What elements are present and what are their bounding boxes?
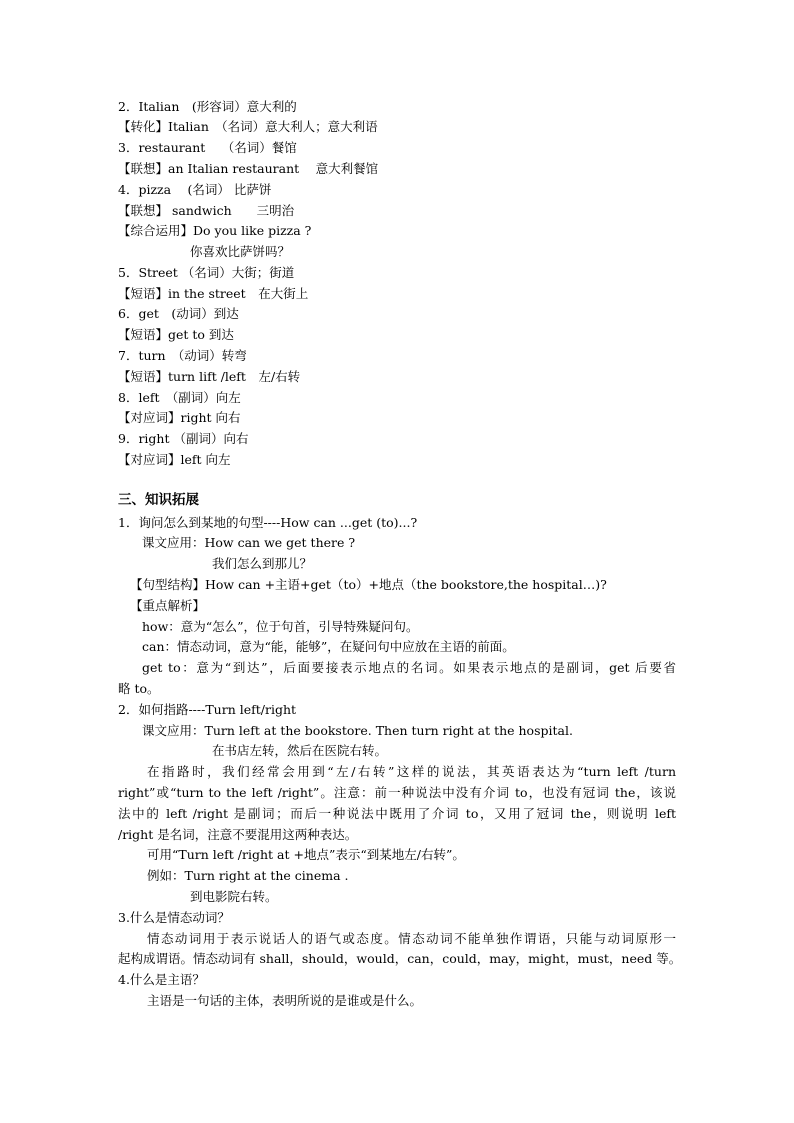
point2-example-en: 课文应用：Turn left at the bookstore. Then turn right at the hospital. xyxy=(142,723,573,738)
vocab-transform-italian: 【转化】Italian （名词）意大利人；意大利语 xyxy=(118,119,378,134)
point1-example-cn: 我们怎么到那儿？ xyxy=(212,556,313,571)
point2-example-sentence-en: 例如：Turn right at the cinema . xyxy=(147,868,349,883)
point1-how: how：意为“怎么”，位于句首，引导特殊疑问句。 xyxy=(142,619,419,634)
vocab-phrase-turn-left: 【短语】turn lift /left 左/右转 xyxy=(118,369,301,384)
vocab-item-turn: 7．turn （动词）转弯 xyxy=(118,348,247,363)
point2-para-line1: 在指路时，我们经常会用到“左/右转”这样的说法，其英语表达为“turn left /turn xyxy=(147,764,676,779)
point1-structure: 【句型结构】How can +主语+get（to）+地点（the bookstore,the hospital…)? xyxy=(130,577,607,592)
vocab-item-italian-adj: 2．Italian (形容词）意大利的 xyxy=(118,99,297,114)
vocab-item-left: 8．left （副词）向左 xyxy=(118,390,241,405)
point1-title: 1．询问怎么到某地的句型----How can ...get (to)...? xyxy=(118,515,418,530)
vocab-phrase-in-the-street: 【短语】in the street 在大街上 xyxy=(118,286,309,301)
point1-example-en: 课文应用：How can we get there ? xyxy=(142,535,356,550)
vocab-usage-pizza-en: 【综合运用】Do you like pizza ? xyxy=(118,223,312,238)
point1-analysis-label: 【重点解析】 xyxy=(130,598,206,613)
point4-para-line1: 主语是一句话的主体，表明所说的是谁或是什么。 xyxy=(147,993,423,1008)
point2-para-line2: right”或“turn to the left /right”。注意：前一种说法中没有介词 to，也没有冠词 the，该说 xyxy=(118,785,676,800)
point3-title: 3.什么是情态动词？ xyxy=(118,910,230,925)
vocab-counterpart-right: 【对应词】right 向右 xyxy=(118,410,241,425)
point2-example-cn: 在书店左转，然后在医院右转。 xyxy=(212,743,388,758)
vocab-usage-pizza-cn: 你喜欢比萨饼吗？ xyxy=(190,244,291,259)
point1-getto-line1: get to：意为“到达”，后面要接表示地点的名词。如果表示地点的是副词，get 后要省 xyxy=(142,660,676,675)
vocab-association-restaurant: 【联想】an Italian restaurant 意大利餐馆 xyxy=(118,161,379,176)
point2-example-sentence-cn: 到电影院右转。 xyxy=(190,889,278,904)
point3-para-line2: 起构成谓语。情态动词有 shall，should，would，can，could，may，might，must，need 等。 xyxy=(118,951,682,966)
vocab-association-sandwich: 【联想】 sandwich 三明治 xyxy=(118,203,295,218)
point2-usage: 可用“Turn left /right at +地点”表示“到某地左/右转”。 xyxy=(147,847,465,862)
vocab-item-street: 5．Street （名词）大街；街道 xyxy=(118,265,295,280)
point2-title: 2．如何指路----Turn left/right xyxy=(118,702,297,717)
vocab-counterpart-left: 【对应词】left 向左 xyxy=(118,452,231,467)
vocab-item-pizza: 4．pizza (名词） 比萨饼 xyxy=(118,182,272,197)
vocab-item-right: 9．right （副词）向右 xyxy=(118,431,249,446)
vocab-item-restaurant: 3．restaurant （名词）餐馆 xyxy=(118,140,297,155)
point1-can: can：情态动词，意为“能，能够”，在疑问句中应放在主语的前面。 xyxy=(142,639,515,654)
point2-para-line3: 法中的 left /right 是副词；而后一种说法中既用了介词 to，又用了冠词 the，则说明 left xyxy=(118,806,676,821)
point2-para-line4: /right 是名词，注意不要混用这两种表达。 xyxy=(118,827,358,842)
vocab-item-get: 6．get (动词）到达 xyxy=(118,306,239,321)
vocab-phrase-get-to: 【短语】get to 到达 xyxy=(118,327,234,342)
section-heading-knowledge-extension: 三、知识拓展 xyxy=(118,492,199,508)
point1-getto-line2: 略 to。 xyxy=(118,681,160,696)
point4-title: 4.什么是主语？ xyxy=(118,972,205,987)
point3-para-line1: 情态动词用于表示说话人的语气或态度。情态动词不能单独作谓语，只能与动词原形一 xyxy=(147,931,676,946)
